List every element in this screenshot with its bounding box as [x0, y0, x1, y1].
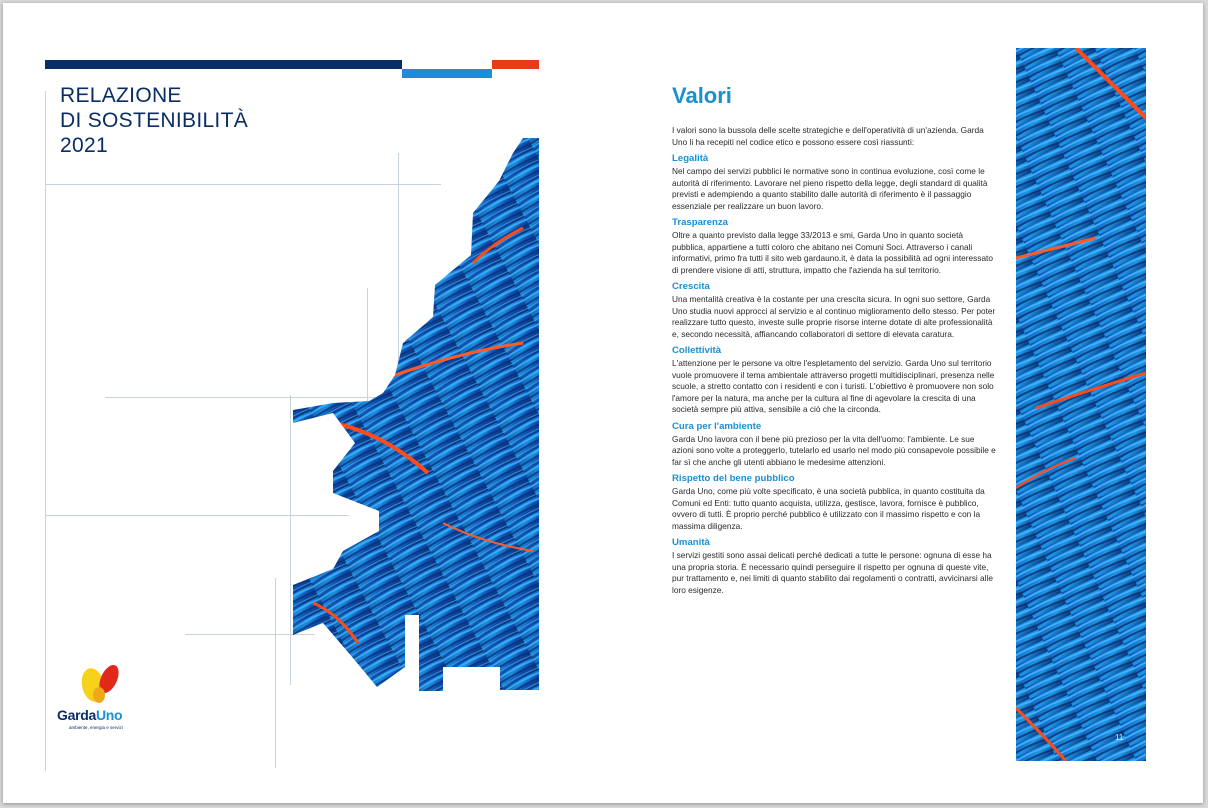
gardauno-logo [57, 659, 147, 749]
logo-name-part2: Uno [95, 707, 123, 723]
page-title: Valori [672, 83, 732, 108]
section-title-collettivita: Collettività [672, 345, 722, 356]
intro-paragraph: I valori sono la bussola delle scelte strategiche e dell'operatività di un'azienda. Garda Uno li ha recepiti nel codice etico e possono essere così riassunti: [672, 125, 984, 147]
logo-name [57, 707, 122, 723]
section-text-bene-pubblico: Garda Uno, come più volte specificato, è una società pubblica, in quanto costituita da Comuni ed Enti: tutto quanto acquista, utilizza, gestisce, lavora, fornisce è pubblico, ovvero di tutti. È proprio perché pubblico è utilizzato con il massimo rispetto e con la massima diligenza. [672, 486, 985, 531]
section-title-ambiente: Cura per l'ambiente [672, 420, 762, 432]
section-text-crescita: Una mentalità creativa è la costante per una crescita sicura. In ogni suo settore, Garda Uno studia nuovi approcci al servizio e al continuo miglioramento dello stesso. Per poter realizzare tutto questo, investe sulle proprie risorse interne dotate di alte professionalità e, secondo necessità, affiancando collaboratori di settore di elevata caratura. [672, 294, 996, 339]
cover-title-line: 2021 [60, 134, 108, 157]
logo-tagline: ambiente, energia e servizi [69, 725, 123, 730]
section-text-umanita: I servizi gestiti sono assai delicati perché dedicati a tutte le persone: ognuna di esse ha una propria storia. È necessario quindi perseguire il rispetto per ognuna di queste vite, pur trattamento e, nei limiti di quanto stabilito dai regolamenti o contratti, avvicinarsi alle loro esigenze. [672, 550, 993, 595]
decorative-strip [1016, 48, 1146, 761]
cover-title-line: DI SOSTENIBILITÀ [60, 109, 249, 132]
page-number: 11 [1115, 733, 1124, 742]
section-title-umanita: Umanità [672, 537, 710, 548]
section-text-trasparenza: Oltre a quanto previsto dalla legge 33/2013 e smi, Garda Uno in quanto società pubblica, appartiene a tutti coloro che abitano nei Comuni Soci. Attraverso i canali informativi, primo fra tutti il sito web gardauno.it, è data la possibilità ad ogni interessato di prendere visione di atti, struttura, impatto che l'azienda ha sul territorio. [672, 230, 993, 275]
logo-name-part1: Garda [57, 707, 96, 723]
section-title-bene-pubblico: Rispetto del bene pubblico [672, 473, 795, 484]
cover-title-line: RELAZIONE [60, 84, 182, 107]
butterfly-logo-icon [73, 659, 133, 709]
section-text-legalita: Nel campo dei servizi pubblici le normative sono in continua evoluzione, così come le autorità di riferimento. Lavorare nel pieno rispetto della legge, degli standard di qualità previsti e adempiendo a quanto stabilito dalle autorità di riferimento è il passaggio essenziale per realizzare un buon lavoro. [672, 166, 988, 211]
section-title-crescita: Crescita [672, 281, 710, 292]
section-text-ambiente: Garda Uno lavora con il bene più prezioso per la vita dell'uomo: l'ambiente. Le sue azioni sono volte a proteggerlo, tutelarlo ed usarlo nel modo più consapevole possibile e far sì che anche gli utenti abbiano le medesime attenzioni. [672, 433, 996, 467]
values-page [672, 83, 998, 596]
section-title-trasparenza: Trasparenza [672, 217, 728, 228]
section-title-legalita: Legalità [672, 153, 709, 164]
strip-artwork [1016, 48, 1146, 761]
document-spread [3, 3, 1203, 803]
section-text-collettivita: L'attenzione per le persone va oltre l'espletamento del servizio. Garda Uno sul territorio vuole promuovere il tema ambientale attraverso progetti multidisciplinari, presenza nelle scuole, a stretto contatto con i residenti e con i turisti. L'obiettivo è promuovere non solo l'amore per la natura, ma anche per la cultura al fine di agevolare la crescita di una società sempre più attiva, sensibile a ciò che la circonda. [672, 358, 995, 414]
